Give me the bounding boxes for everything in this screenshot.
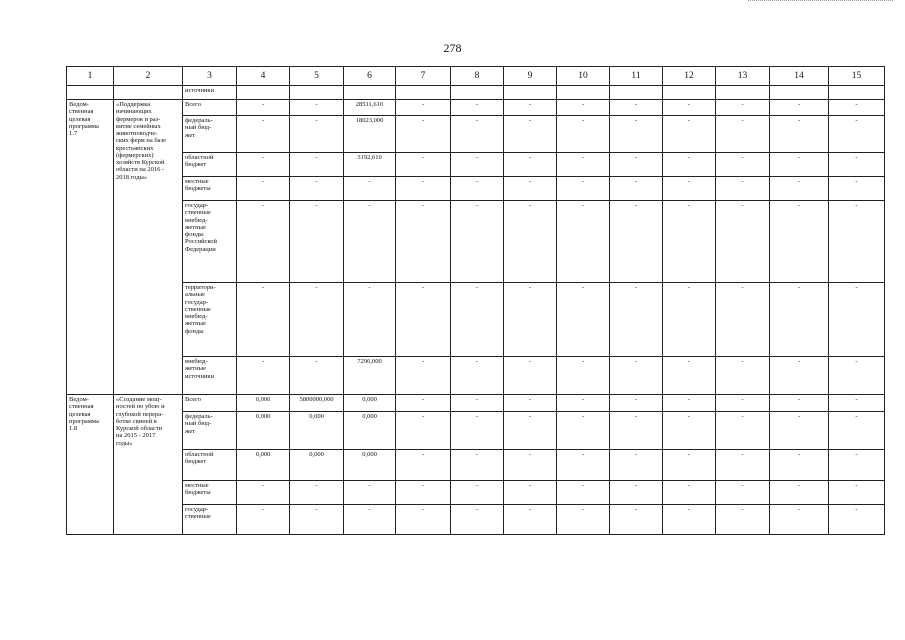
value-cell: - xyxy=(451,505,504,535)
value-cell: - xyxy=(451,283,504,357)
value-cell: - xyxy=(829,412,885,450)
value-cell: 5800000,000 xyxy=(290,395,344,412)
value-cell: 3192,610 xyxy=(344,153,396,177)
value-cell: - xyxy=(610,357,663,395)
value-cell: - xyxy=(663,450,716,481)
value-cell: - xyxy=(237,100,290,116)
value-cell: - xyxy=(716,116,770,153)
value-cell: - xyxy=(396,481,451,505)
value-cell: - xyxy=(716,283,770,357)
table-row xyxy=(67,116,885,153)
table-row xyxy=(67,100,885,116)
value-cell: - xyxy=(829,357,885,395)
empty-cell xyxy=(716,86,770,100)
table-row xyxy=(67,395,885,412)
column-header: 11 xyxy=(610,67,663,86)
table-row xyxy=(67,412,885,450)
source-cell: Всего xyxy=(183,395,237,412)
empty-cell xyxy=(67,86,114,100)
value-cell: - xyxy=(770,450,829,481)
value-cell: - xyxy=(770,395,829,412)
table-row xyxy=(67,86,885,100)
value-cell: - xyxy=(557,283,610,357)
empty-cell xyxy=(663,86,716,100)
value-cell: - xyxy=(290,283,344,357)
value-cell: - xyxy=(663,505,716,535)
value-cell: - xyxy=(557,395,610,412)
value-cell: - xyxy=(663,100,716,116)
value-cell: - xyxy=(451,100,504,116)
value-cell: 28511,610 xyxy=(344,100,396,116)
value-cell: - xyxy=(237,116,290,153)
value-cell: - xyxy=(716,201,770,283)
value-cell: - xyxy=(557,201,610,283)
value-cell: - xyxy=(829,481,885,505)
value-cell: - xyxy=(557,100,610,116)
value-cell: 0,000 xyxy=(344,450,396,481)
empty-cell xyxy=(396,86,451,100)
value-cell: - xyxy=(716,395,770,412)
column-header: 2 xyxy=(114,67,183,86)
value-cell: - xyxy=(237,201,290,283)
empty-cell xyxy=(504,86,557,100)
value-cell: - xyxy=(396,412,451,450)
value-cell: - xyxy=(237,177,290,201)
value-cell: - xyxy=(504,505,557,535)
value-cell: - xyxy=(344,177,396,201)
value-cell: - xyxy=(451,481,504,505)
value-cell: - xyxy=(829,153,885,177)
table-row xyxy=(67,357,885,395)
value-cell: - xyxy=(504,450,557,481)
value-cell: - xyxy=(237,481,290,505)
value-cell: - xyxy=(504,153,557,177)
value-cell: - xyxy=(237,283,290,357)
page-number: 278 xyxy=(443,41,462,55)
empty-cell xyxy=(829,86,885,100)
value-cell: - xyxy=(716,177,770,201)
value-cell: - xyxy=(344,505,396,535)
value-cell: - xyxy=(504,481,557,505)
value-cell: - xyxy=(610,100,663,116)
value-cell: - xyxy=(829,201,885,283)
value-cell: - xyxy=(344,201,396,283)
value-cell: - xyxy=(396,116,451,153)
value-cell: - xyxy=(451,395,504,412)
source-cell: областной бюджет xyxy=(183,153,237,177)
empty-cell xyxy=(237,86,290,100)
column-header: 6 xyxy=(344,67,396,86)
value-cell: - xyxy=(663,412,716,450)
value-cell: - xyxy=(396,450,451,481)
value-cell: - xyxy=(504,201,557,283)
value-cell: - xyxy=(396,505,451,535)
column-header: 1 xyxy=(67,67,114,86)
value-cell: - xyxy=(829,177,885,201)
value-cell: - xyxy=(504,395,557,412)
value-cell: - xyxy=(290,153,344,177)
value-cell: - xyxy=(716,481,770,505)
value-cell: - xyxy=(504,283,557,357)
table-row xyxy=(67,177,885,201)
value-cell: - xyxy=(716,357,770,395)
value-cell: 0,000 xyxy=(290,412,344,450)
value-cell: 0,000 xyxy=(344,412,396,450)
value-cell: - xyxy=(770,201,829,283)
value-cell: - xyxy=(396,153,451,177)
column-header: 8 xyxy=(451,67,504,86)
value-cell: 0,000 xyxy=(344,395,396,412)
value-cell: - xyxy=(557,481,610,505)
source-cell: областной бюджет xyxy=(183,450,237,481)
value-cell: - xyxy=(770,283,829,357)
value-cell: - xyxy=(557,153,610,177)
value-cell: - xyxy=(829,100,885,116)
value-cell: - xyxy=(716,505,770,535)
column-header: 4 xyxy=(237,67,290,86)
empty-cell xyxy=(344,86,396,100)
value-cell: - xyxy=(451,116,504,153)
value-cell: - xyxy=(396,100,451,116)
value-cell: - xyxy=(716,412,770,450)
table-row xyxy=(67,450,885,481)
source-cell: государ- ственные xyxy=(183,505,237,535)
value-cell: - xyxy=(557,450,610,481)
value-cell: - xyxy=(504,100,557,116)
value-cell: - xyxy=(451,450,504,481)
value-cell: - xyxy=(451,201,504,283)
value-cell: - xyxy=(770,505,829,535)
column-header: 12 xyxy=(663,67,716,86)
value-cell: - xyxy=(237,505,290,535)
value-cell: - xyxy=(663,116,716,153)
empty-cell xyxy=(770,86,829,100)
value-cell: - xyxy=(396,283,451,357)
value-cell: - xyxy=(663,395,716,412)
value-cell: - xyxy=(290,505,344,535)
table-row xyxy=(67,201,885,283)
column-header: 7 xyxy=(396,67,451,86)
value-cell: - xyxy=(663,201,716,283)
value-cell: - xyxy=(663,283,716,357)
column-header: 13 xyxy=(716,67,770,86)
value-cell: - xyxy=(557,505,610,535)
source-cell: федераль- ный бюд- жет xyxy=(183,412,237,450)
table-row xyxy=(67,153,885,177)
value-cell: - xyxy=(557,357,610,395)
value-cell: - xyxy=(396,177,451,201)
value-cell: - xyxy=(557,177,610,201)
value-cell: - xyxy=(451,357,504,395)
value-cell: - xyxy=(451,153,504,177)
column-header: 5 xyxy=(290,67,344,86)
value-cell: - xyxy=(557,116,610,153)
empty-cell xyxy=(114,86,183,100)
source-cell: местные бюджеты xyxy=(183,481,237,505)
value-cell: 7296,000 xyxy=(344,357,396,395)
source-cell: Всего xyxy=(183,100,237,116)
empty-cell xyxy=(451,86,504,100)
value-cell: - xyxy=(290,177,344,201)
column-header: 9 xyxy=(504,67,557,86)
table-row xyxy=(67,481,885,505)
source-cell: территори- альные государ- ственные внебюд- жетные фонды xyxy=(183,283,237,357)
value-cell: - xyxy=(829,395,885,412)
empty-cell xyxy=(610,86,663,100)
value-cell: 0,000 xyxy=(237,395,290,412)
value-cell: - xyxy=(610,450,663,481)
value-cell: 0,000 xyxy=(237,450,290,481)
value-cell: - xyxy=(829,505,885,535)
program-label-cell: Ведом- ственная целевая программа 1.8 xyxy=(67,395,114,535)
source-cell: федераль- ный бюд- жет xyxy=(183,116,237,153)
column-header: 15 xyxy=(829,67,885,86)
value-cell: - xyxy=(237,153,290,177)
value-cell: - xyxy=(504,357,557,395)
empty-cell xyxy=(290,86,344,100)
value-cell: - xyxy=(610,201,663,283)
value-cell: - xyxy=(716,100,770,116)
value-cell: - xyxy=(290,357,344,395)
value-cell: - xyxy=(770,481,829,505)
value-cell: - xyxy=(770,177,829,201)
value-cell: - xyxy=(610,505,663,535)
value-cell: - xyxy=(770,357,829,395)
value-cell: - xyxy=(716,450,770,481)
value-cell: - xyxy=(610,412,663,450)
column-header: 3 xyxy=(183,67,237,86)
value-cell: - xyxy=(290,100,344,116)
value-cell: - xyxy=(829,283,885,357)
source-cell: внебюд- жетные источники xyxy=(183,357,237,395)
value-cell: - xyxy=(504,116,557,153)
source-cell: местные бюджеты xyxy=(183,177,237,201)
value-cell: - xyxy=(396,357,451,395)
table-row xyxy=(67,283,885,357)
value-cell: - xyxy=(716,153,770,177)
value-cell: - xyxy=(770,412,829,450)
value-cell: - xyxy=(610,395,663,412)
table-row xyxy=(67,505,885,535)
header-row xyxy=(67,67,885,86)
column-header: 14 xyxy=(770,67,829,86)
value-cell: - xyxy=(829,450,885,481)
value-cell: - xyxy=(396,201,451,283)
source-cell: источники xyxy=(183,86,237,100)
value-cell: - xyxy=(451,177,504,201)
value-cell: - xyxy=(663,357,716,395)
value-cell: - xyxy=(610,283,663,357)
source-cell: государ- ственные внебюд- жетные фонды Российской Федерации xyxy=(183,201,237,283)
empty-cell xyxy=(557,86,610,100)
value-cell: - xyxy=(290,201,344,283)
value-cell: 0,000 xyxy=(237,412,290,450)
value-cell: - xyxy=(557,412,610,450)
value-cell: - xyxy=(290,481,344,505)
value-cell: - xyxy=(344,283,396,357)
value-cell: - xyxy=(663,153,716,177)
column-header: 10 xyxy=(557,67,610,86)
value-cell: - xyxy=(610,177,663,201)
value-cell: - xyxy=(396,395,451,412)
value-cell: - xyxy=(610,481,663,505)
value-cell: - xyxy=(610,116,663,153)
value-cell: - xyxy=(770,116,829,153)
scan-artifact-line xyxy=(748,0,893,4)
value-cell: - xyxy=(237,357,290,395)
value-cell: - xyxy=(290,116,344,153)
value-cell: 18023,000 xyxy=(344,116,396,153)
value-cell: - xyxy=(829,116,885,153)
budget-table xyxy=(66,66,885,535)
value-cell: 0,000 xyxy=(290,450,344,481)
value-cell: - xyxy=(504,412,557,450)
value-cell: - xyxy=(504,177,557,201)
value-cell: - xyxy=(344,481,396,505)
value-cell: - xyxy=(663,177,716,201)
program-label-cell: Ведом- ственная целевая программа 1.7 xyxy=(67,100,114,395)
value-cell: - xyxy=(770,153,829,177)
program-title-cell: «Создание мощ- ностей по убою и глубокой перера- ботке свиней в Курской области на 2015 - 2017 годы» xyxy=(114,395,183,535)
value-cell: - xyxy=(610,153,663,177)
program-title-cell: «Поддержка начинающих фермеров и раз- витие семейных животноводче- ских ферм на базе крестьянских (фермерских) хозяйств Курской области на 2016 - 2018 годы» xyxy=(114,100,183,395)
value-cell: - xyxy=(451,412,504,450)
value-cell: - xyxy=(663,481,716,505)
value-cell: - xyxy=(770,100,829,116)
